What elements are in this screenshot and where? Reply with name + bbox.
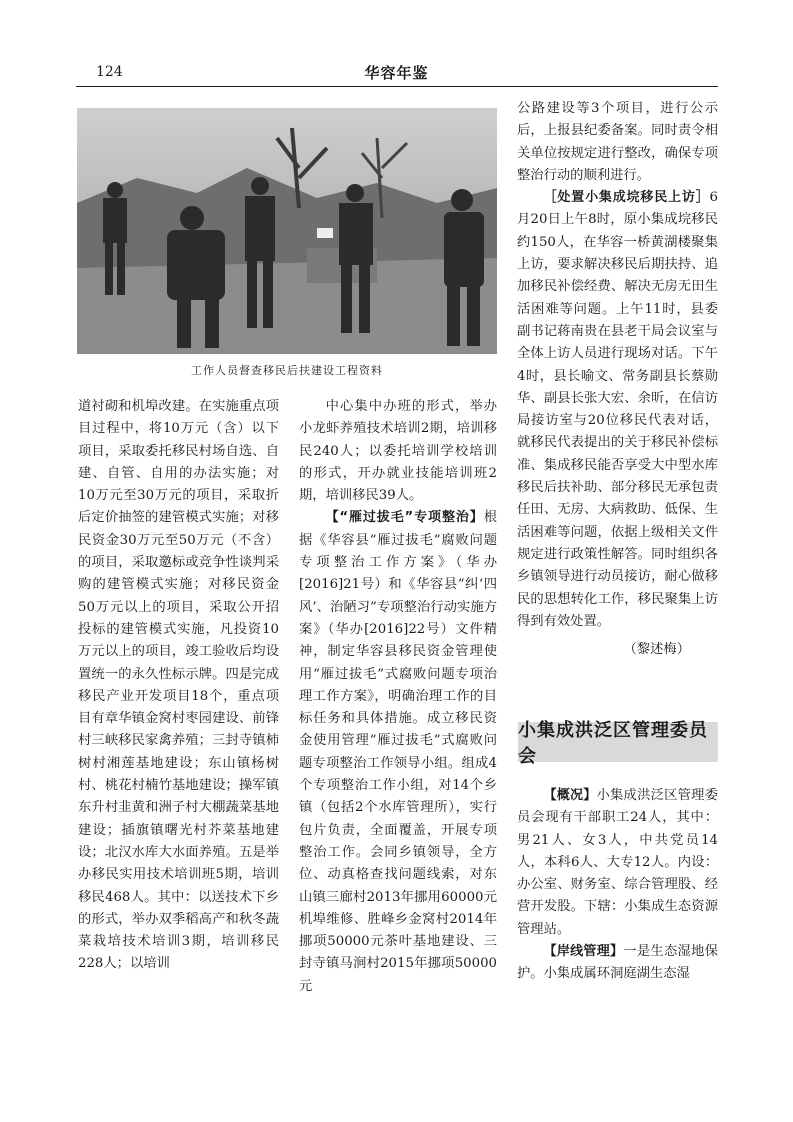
section-keyword: 【“雁过拔毛”专项整治】 — [325, 510, 484, 526]
paragraph — [517, 187, 718, 633]
header-divider — [76, 86, 718, 87]
paragraph — [299, 507, 497, 998]
paragraph-text: 小集成洪泛区管理委员会现有干部职工24人，其中：男21人、女3人，中共党员14人，本科6人、大专12人。内设：办公室、财务室、综合管理股、经营开发股。下辖：小集成生态资源管理站。 — [517, 788, 718, 937]
paragraph-text: 根据《华容县“雁过拔毛”腐败问题专项整治工作方案》（华办[2016]21号）和《华容县“纠‘四风’、治陋习”专项整治行动实施方案》（华办[2016]22号）文件精神，制定华容县移民资金管理使用“雁过拔毛”式腐败问题专项治理工作方案》，明确治理工作的目标任务和具体措施。成立移民资金使用管理“雁过拔毛”式腐败问题专项整治工作领导小组。组成4个专项整治工作小组，对14个乡镇（包括2个水库管理所），实行包片负责，全面覆盖，开展专项整治工作。会同乡镇领导，全方位、动真格查找问题线索，对东山镇三廊村2013年挪用60000元机埠维修、胜峰乡金窝村2014年挪项50000元茶叶基地建设、三封寺镇马涧村2015年挪项50000元 — [299, 510, 497, 994]
column-left — [78, 396, 279, 976]
page-number: 124 — [96, 64, 123, 80]
section-keyword: ［处置小集成垸移民上访］ — [543, 190, 710, 206]
paragraph: 公路建设等3个项目，进行公示后，上报县纪委备案。同时责令相关单位按规定进行整改，确保专项整治行动的顺利进行。 — [517, 101, 718, 183]
photo-image — [77, 108, 497, 354]
column-right — [517, 98, 718, 661]
paragraph-text: 一是生态湿地保护。小集成属环洞庭湖生态湿 — [517, 944, 718, 982]
photo-caption: 工作人员督查移民后扶建设工程资料 — [191, 364, 383, 377]
section-keyword: 【岸线管理】 — [543, 944, 624, 960]
photo-inspection — [77, 108, 497, 354]
column-middle — [299, 396, 497, 998]
column-right-lower — [517, 785, 718, 986]
paragraph: 中心集中办班的形式，举办小龙虾养殖技术培训2期，培训移民240人；以委托培训学校培训的形式，开办就业技能培训班2期，培训移民39人。 — [299, 399, 497, 504]
section-keyword: 【概况】 — [543, 788, 597, 803]
book-title: 华容年鉴 — [364, 64, 429, 82]
paragraph — [517, 785, 718, 941]
section-heading: 小集成洪泛区管理委员会 — [518, 722, 718, 762]
paragraph — [517, 941, 718, 986]
author-signature: （黎述梅） — [623, 642, 690, 658]
paragraph-text: 6月20日上午8时，原小集成垸移民约150人，在华容一桥黄湖楼聚集上访，要求解决移民后期扶持、追加移民补偿经费、解决无房无田生活困难等问题。上午11时，县委副书记蒋南贵在县老干局会议室与全体上访人员进行现场对话。下午4时，县长喻文、常务副县长蔡勋华、副县长张大宏、余昕，在信访局接访室与20位移民代表对话，就移民代表提出的关于移民补偿标准、集成移民能否享受大中型水库移民后扶补助、部分移民无承包责任田、无房、大病救助、低保、生活困难等问题，依据上级相关文件规定进行政策性解答。同时组织各乡镇领导进行动员接访，耐心做移民的思想转化工作，移民聚集上访得到有效处置。 — [517, 190, 718, 629]
paragraph: 道衬砌和机埠改建。在实施重点项目过程中，将10万元（含）以下项目，采取委托移民村场自选、自建、自管、自用的办法实施；对10万元至30万元的项目，采取折后定价抽签的建管模式实施；对移民资金30万元至50万元（不含）的项目，采取邀标或竞争性谈判采购的建管模式实施；对移民资金50万元以上的项目，采取公开招投标的建管模式实施，凡投资10万元以上的项目，竣工验收后均设置统一的永久性标示牌。四是完成移民产业开发项目18个，重点项目有章华镇金窝村枣园建设、前锋村三峡移民家禽养殖；三封寺镇柿树村湘莲基地建设；东山镇杨树村、桃花村楠竹基地建设；操军镇东升村韭黄和洲子村大棚蔬菜基地建设；插旗镇曙光村芥菜基地建设；北汉水库大水面养殖。五是举办移民实用技术培训班5期，培训移民468人。其中：以送技术下乡的形式，举办双季稻高产和秋冬蔬菜栽培技术培训3期，培训移民228人；以培训 — [78, 399, 279, 972]
